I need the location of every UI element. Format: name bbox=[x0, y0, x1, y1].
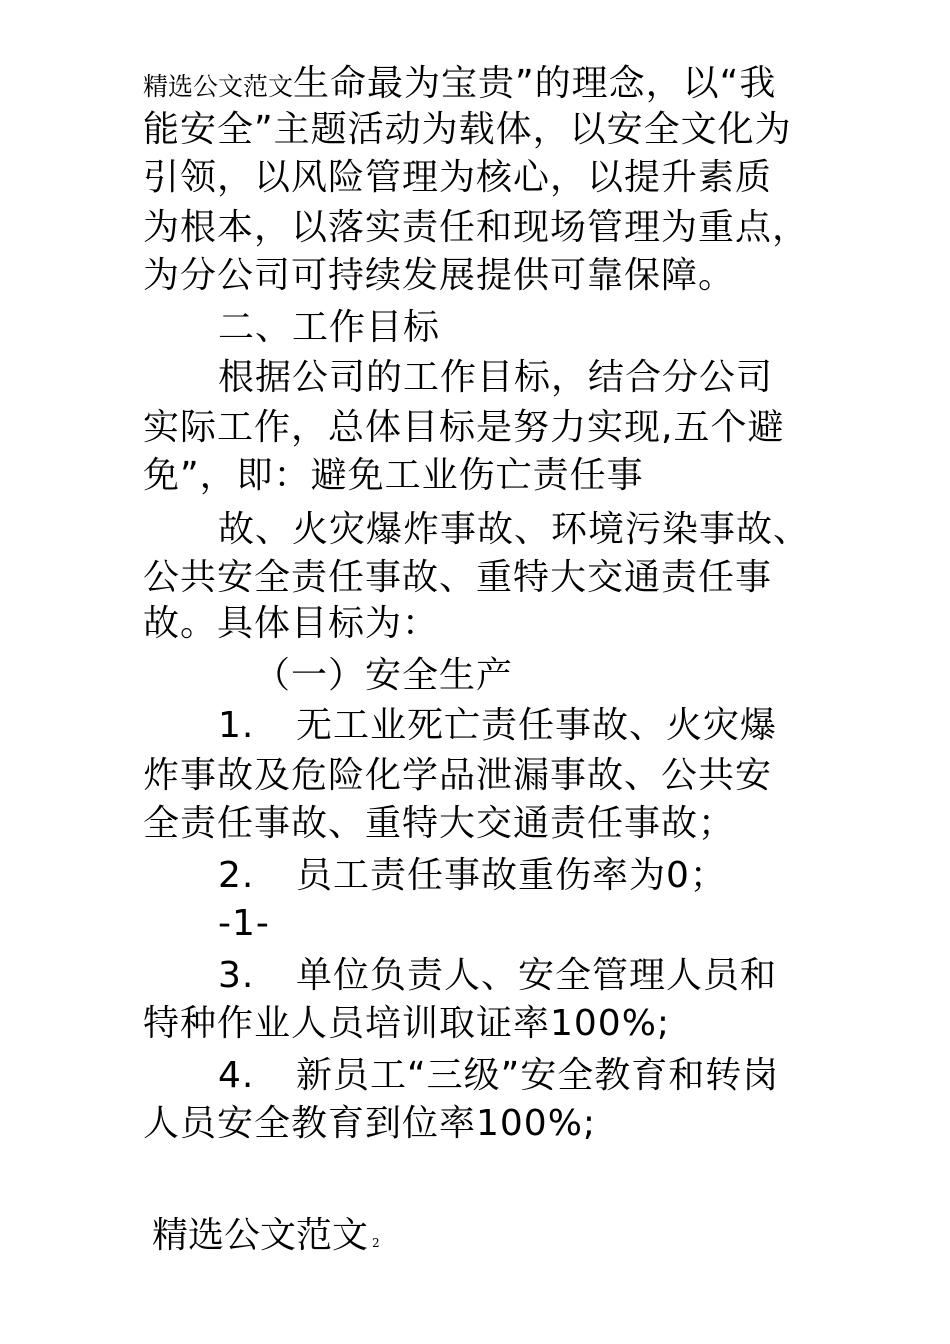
page-marker: -1- bbox=[218, 903, 270, 944]
item-text: 单位负责人、安全管理人员和 bbox=[296, 955, 778, 996]
list-item bbox=[218, 850, 727, 902]
paragraph-line: 为分公司可持续发展提供可靠保障。 bbox=[143, 255, 736, 296]
item-number: 3. bbox=[218, 955, 255, 996]
item-text: 新员工“三级”安全教育和转岗 bbox=[296, 1055, 780, 1096]
paragraph-line: 免”，即：避免工业伤亡责任事 bbox=[143, 455, 644, 496]
item-text: 无工业死亡责任事故、火灾爆 bbox=[296, 705, 778, 746]
paragraph-line: 故、火灾爆炸事故、环境污染事故、 bbox=[218, 509, 811, 550]
item-number: 4. bbox=[218, 1055, 255, 1096]
paragraph-line: 为根本，以落实责任和现场管理为重点， bbox=[143, 207, 810, 248]
item-text: 员工责任事故重伤率为0； bbox=[296, 855, 727, 896]
line-text: 生命最为宝贵”的理念，以“我 bbox=[293, 63, 777, 104]
list-item bbox=[218, 1050, 779, 1102]
list-item bbox=[218, 700, 777, 752]
item-number: 1. bbox=[218, 705, 255, 746]
paragraph-line: 根据公司的工作目标，结合分公司 bbox=[218, 357, 774, 398]
paragraph-line: 特种作业人员培训取证率100%; bbox=[143, 1003, 671, 1044]
paragraph-line: 故。具体目标为： bbox=[143, 603, 440, 644]
subsection-heading: （一）安全生产 bbox=[254, 655, 514, 696]
paragraph-line: 能安全”主题活动为载体，以安全文化为 bbox=[143, 109, 792, 150]
paragraph-line: 全责任事故、重特大交通责任事故； bbox=[143, 803, 736, 844]
item-number: 2. bbox=[218, 855, 255, 896]
paragraph-line: 引领，以风险管理为核心，以提升素质 bbox=[143, 157, 773, 198]
list-item bbox=[218, 950, 777, 1002]
section-heading: 二、工作目标 bbox=[218, 307, 441, 348]
paragraph-line: 实际工作，总体目标是努力实现,五个避 bbox=[143, 407, 785, 448]
paragraph-line: 人员安全教育到位率100%; bbox=[143, 1103, 597, 1144]
paragraph-line: 公共安全责任事故、重特大交通责任事 bbox=[143, 557, 773, 598]
footer-page-number: 2 bbox=[372, 1236, 380, 1250]
paragraph-line: 炸事故及危险化学品泄漏事故、公共安 bbox=[143, 755, 773, 796]
page-footer bbox=[152, 1210, 380, 1269]
header-prefix: 精选公文范文 bbox=[143, 72, 294, 101]
footer-text: 精选公文范文 bbox=[152, 1215, 369, 1256]
